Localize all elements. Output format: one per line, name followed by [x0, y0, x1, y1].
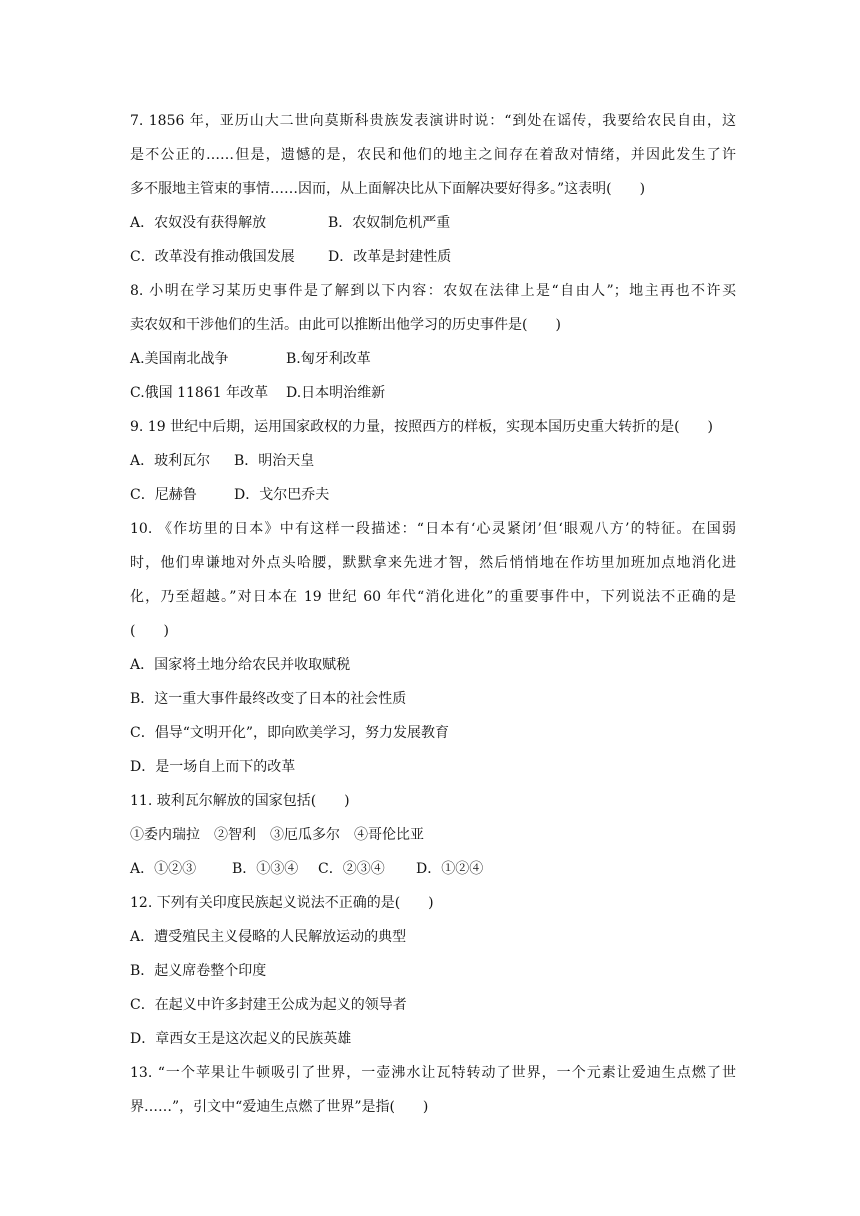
question-8-stem-line-2: 卖农奴和干涉他们的生活。由此可以推断出他学习的历史事件是( ): [130, 317, 561, 333]
exam-page: [130, 104, 736, 1124]
question-10-stem-line-2: 时，他们卑谦地对外点头哈腰，默默拿来先进才智，然后悄悄地在作坊里加班加点地消化进: [130, 555, 736, 571]
question-12-stem-line-1: 12. 下列有关印度民族起义说法不正确的是( ): [130, 895, 434, 911]
question-7-options-row-2: [130, 240, 736, 274]
question-8-option-c[interactable]: C.俄国 11861 年改革: [130, 385, 269, 401]
question-10-stem-line-1: 10. 《作坊里的日本》中有这样一段描述：“日本有‘心灵紧闭’但‘眼观八方’的特征。在国弱: [130, 521, 736, 537]
question-12-option-a[interactable]: A．遭受殖民主义侵略的人民解放运动的典型: [130, 929, 407, 945]
question-9-option-b[interactable]: B．明治天皇: [234, 453, 315, 469]
question-10-option-c[interactable]: C．倡导“文明开化”，即向欧美学习，努力发展教育: [130, 725, 450, 741]
question-10-option-a[interactable]: A．国家将土地分给农民并收取赋税: [130, 657, 351, 673]
question-9-option-d[interactable]: D．戈尔巴乔夫: [234, 487, 330, 503]
question-13-stem-line-1: 13. “一个苹果让牛顿吸引了世界，一壶沸水让瓦特转动了世界，一个元素让爱迪生点燃了世: [130, 1065, 736, 1081]
question-10-option-d[interactable]: D．是一场自上而下的改革: [130, 759, 296, 775]
question-8-option-d[interactable]: D.日本明治维新: [286, 385, 386, 401]
question-7-option-b[interactable]: B．农奴制危机严重: [328, 215, 451, 231]
question-7-stem-line-1: 7. 1856 年，亚历山大二世向莫斯科贵族发表演讲时说：“到处在谣传，我要给农民自由，这: [130, 113, 736, 129]
question-7-option-a[interactable]: A．农奴没有获得解放: [130, 215, 267, 231]
question-10-option-b[interactable]: B．这一重大事件最终改变了日本的社会性质: [130, 691, 407, 707]
question-9-options-row-2: [130, 478, 736, 512]
question-7-stem-line-3: 多不服地主管束的事情……因而，从上面解决比从下面解决要好得多。”这表明( ): [130, 181, 646, 197]
question-12-option-d[interactable]: D．章西女王是这次起义的民族英雄: [130, 1031, 352, 1047]
question-11-option-b[interactable]: B．①③④: [232, 861, 299, 877]
question-11-option-d[interactable]: D．①②④: [416, 861, 484, 877]
question-9-options-row-1: [130, 444, 736, 478]
question-11-stem-line-1: 11. 玻利瓦尔解放的国家包括( ): [130, 793, 350, 809]
question-9-stem-line-1: 9. 19 世纪中后期，运用国家政权的力量，按照西方的样板，实现本国历史重大转折的是( ): [130, 419, 713, 435]
question-10-stem-line-3: 化，乃至超越。”对日本在 19 世纪 60 年代“消化进化”的重要事件中，下列说法不正确的是: [130, 589, 736, 605]
question-11-option-c[interactable]: C．②③④: [318, 861, 385, 877]
question-8-options-row-1: [130, 342, 736, 376]
question-7-options-row-1: [130, 206, 736, 240]
question-13-stem-line-2: 界……”，引文中“爱迪生点燃了世界”是指( ): [130, 1099, 429, 1115]
question-12-option-c[interactable]: C．在起义中许多封建王公成为起义的领导者: [130, 997, 407, 1013]
question-8-option-a[interactable]: A.美国南北战争: [130, 351, 229, 367]
question-7-option-c[interactable]: C．改革没有推动俄国发展: [130, 249, 295, 265]
question-7-option-d[interactable]: D．改革是封建性质: [328, 249, 452, 265]
question-9-option-a[interactable]: A．玻利瓦尔: [130, 453, 211, 469]
question-12-option-b[interactable]: B．起义席卷整个印度: [130, 963, 267, 979]
question-9-option-c[interactable]: C．尼赫鲁: [130, 487, 197, 503]
question-11-options-row: [130, 852, 736, 886]
question-10-stem-line-4: ( ): [130, 623, 169, 639]
question-8-option-b[interactable]: B.匈牙利改革: [286, 351, 371, 367]
question-11-option-a[interactable]: A．①②③: [130, 861, 197, 877]
question-8-options-row-2: [130, 376, 736, 410]
question-7-stem-line-2: 是不公正的……但是，遗憾的是，农民和他们的地主之间存在着敌对情绪，并因此发生了许: [130, 147, 736, 163]
question-8-stem-line-1: 8. 小明在学习某历史事件是了解到以下内容：农奴在法律上是“自由人”；地主再也不许买: [130, 283, 736, 299]
question-11-items: ①委内瑞拉 ②智利 ③厄瓜多尔 ④哥伦比亚: [130, 827, 424, 843]
